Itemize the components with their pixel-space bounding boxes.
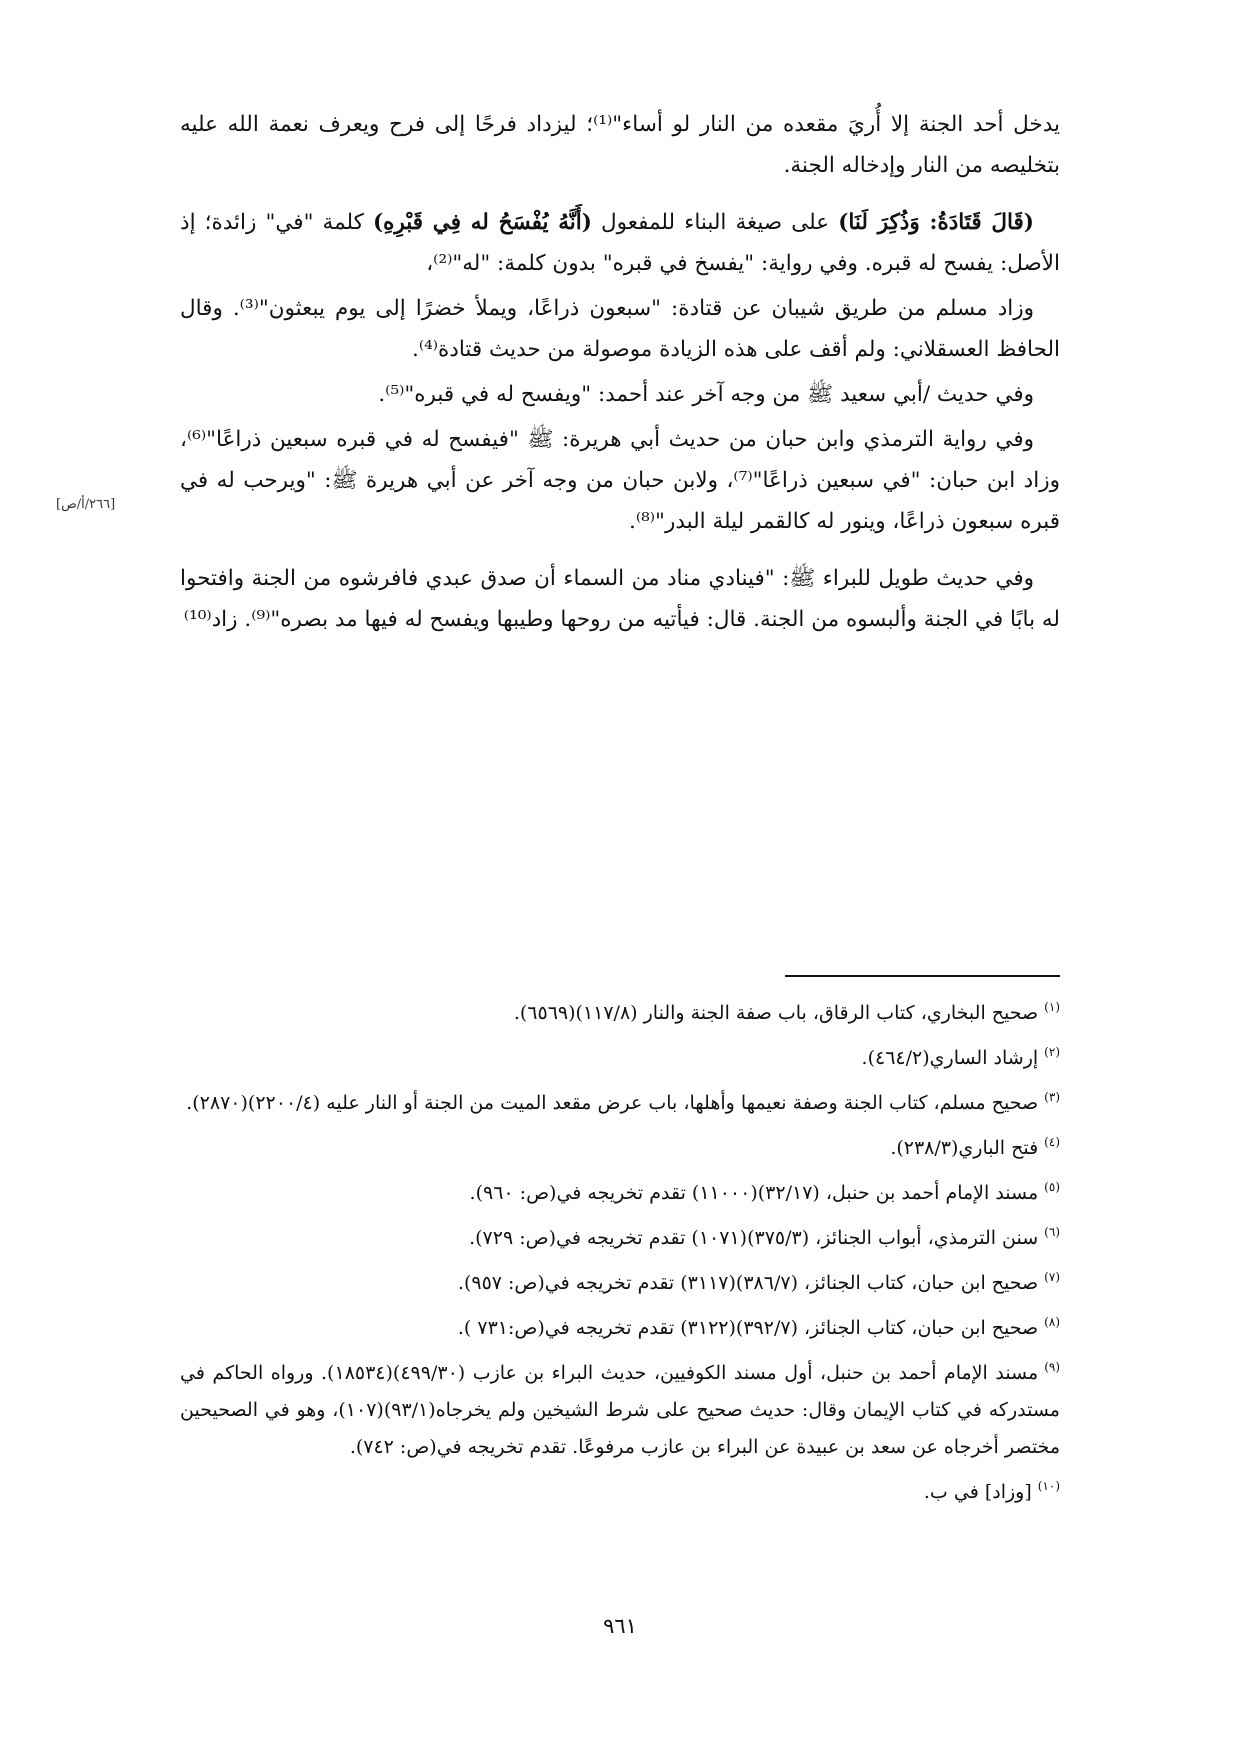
footnote-number: (٨) <box>1044 1315 1060 1329</box>
footnote-item <box>180 1040 1060 1077</box>
paragraph-6: وفي حديث طويل للبراء ﷺ: "فينادي مناد من السماء أن صدق عبدي فافرشوه من الجنة وافتحوا له بابًا في الجنة وألبسوه من الجنة. قال: فيأتيه من روحها وطيبها ويفسح له فيها مد بصره"⁽⁹⁾. زاد⁽¹⁰⁾ <box>180 566 1060 632</box>
manuscript-margin-note: [٢٦٦/أ/ص] <box>56 497 116 512</box>
footnote-number: (٥) <box>1044 1180 1060 1194</box>
footnote-number: (٦) <box>1044 1225 1060 1239</box>
paragraph-3: وزاد مسلم من طريق شيبان عن قتادة: "سبعون ذراعًا، ويملأ خضرًا إلى يوم يبعثون"⁽³⁾. وقال الحافظ العسقلاني: ولم أقف على هذه الزيادة موصولة من حديث قتادة⁽⁴⁾. <box>180 296 1060 362</box>
footnote-text: صحيح مسلم، كتاب الجنة وصفة نعيمها وأهلها، باب عرض مقعد الميت من الجنة أو النار عليه (٢٢٠٠/٤)(٢٨٧٠). <box>186 1092 1039 1114</box>
footnote-text: فتح الباري(٢٣٨/٣). <box>890 1137 1039 1159</box>
footnote-number: (٩) <box>1044 1360 1061 1374</box>
paragraph-2 <box>180 202 1060 284</box>
footnote-text: مسند الإمام أحمد بن حنبل، (٣٢/١٧)(١١٠٠٠) تقدم تخريجه في(ص: ٩٦٠). <box>469 1182 1039 1204</box>
footnote-item <box>180 1355 1060 1466</box>
page-number: ٩٦١ <box>603 1614 637 1638</box>
footnote-item <box>180 995 1060 1032</box>
paragraph-4: وفي حديث /أبي سعيد ﷺ من وجه آخر عند أحمد: "ويفسح له في قبره"⁽⁵⁾. <box>378 382 1034 407</box>
main-text <box>180 104 1060 656</box>
quote-yufsah: (أَنَّهُ يُفْسَحُ له فِي قَبْرِهِ) <box>372 210 592 235</box>
paragraph-5: وفي رواية الترمذي وابن حبان من حديث أبي هريرة: ﷺ "فيفسح له في قبره سبعين ذراعًا"⁽⁶⁾، وزاد ابن حبان: "في سبعين ذراعًا"⁽⁷⁾، ولابن حبان من وجه آخر عن أبي هريرة ﷺ: "ويرحب له في قبره سبعون ذراعًا، وينور له كالقمر ليلة البدر"⁽⁸⁾. <box>180 427 1060 534</box>
footnote-text: مسند الإمام أحمد بن حنبل، أول مسند الكوفيين، حديث البراء بن عازب (٤٩٩/٣٠)(١٨٥٣٤). ورواه الحاكم في مستدركه في كتاب الإيمان وقال: حديث صحيح على شرط الشيخين ولم يخرجاه(٩٣/١)(١٠٧)، وهو في الصحيحين مختصر أخرجاه عن سعد بن عبيدة عن البراء بن عازب مرفوعًا. تقدم تخريجه في(ص: ٧٤٢). <box>180 1362 1060 1458</box>
paragraph-1: يدخل أحد الجنة إلا أُريَ مقعده من النار لو أساء"⁽¹⁾؛ ليزداد فرحًا إلى فرح ويعرف نعمة الله عليه بتخليصه من النار وإدخاله الجنة. <box>180 112 1060 178</box>
footnote-item <box>180 1310 1060 1347</box>
footnote-divider <box>785 975 1060 977</box>
footnote-item <box>180 1265 1060 1302</box>
footnote-text: [وزاد] في ب. <box>923 1481 1032 1503</box>
footnote-text: صحيح ابن حبان، كتاب الجنائز، (٣٨٦/٧)(٣١١٧) تقدم تخريجه في(ص: ٩٥٧). <box>457 1272 1039 1294</box>
footnote-number: (١) <box>1044 1000 1060 1014</box>
footnote-item <box>180 1220 1060 1257</box>
footnotes <box>180 995 1060 1519</box>
quote-qatada: (قَالَ قَتَادَةُ: وَذُكِرَ لَنَا) <box>838 210 1034 235</box>
footnote-item <box>180 1085 1060 1122</box>
footnote-number: (٣) <box>1044 1090 1060 1104</box>
footnote-item <box>180 1130 1060 1167</box>
footnote-number: (٤) <box>1044 1135 1060 1149</box>
footnote-text: إرشاد الساري(٤٦٤/٢). <box>861 1047 1039 1069</box>
paragraph-2-text-b: كلمة "في" زائدة؛ إذ الأصل: يفسح له قبره. وفي رواية: "يفسخ في قبره" بدون كلمة: "له"⁽²⁾، <box>180 210 1060 276</box>
footnote-number: (٢) <box>1044 1045 1060 1059</box>
paragraph-2-text-a: على صيغة البناء للمفعول <box>591 210 839 235</box>
footnote-text: صحيح ابن حبان، كتاب الجنائز، (٣٩٢/٧)(٣١٢٢) تقدم تخريجه في(ص:٧٣١ ). <box>457 1317 1039 1339</box>
footnote-text: سنن الترمذي، أبواب الجنائز، (٣٧٥/٣)(١٠٧١) تقدم تخريجه في(ص: ٧٢٩). <box>469 1227 1039 1249</box>
footnote-number: (٧) <box>1044 1270 1060 1284</box>
footnote-item <box>180 1175 1060 1212</box>
footnote-number: (١٠) <box>1037 1479 1060 1493</box>
footnote-item <box>180 1474 1060 1511</box>
footnote-text: صحيح البخاري، كتاب الرقاق، باب صفة الجنة والنار (١١٧/٨)(٦٥٦٩). <box>513 1002 1039 1024</box>
